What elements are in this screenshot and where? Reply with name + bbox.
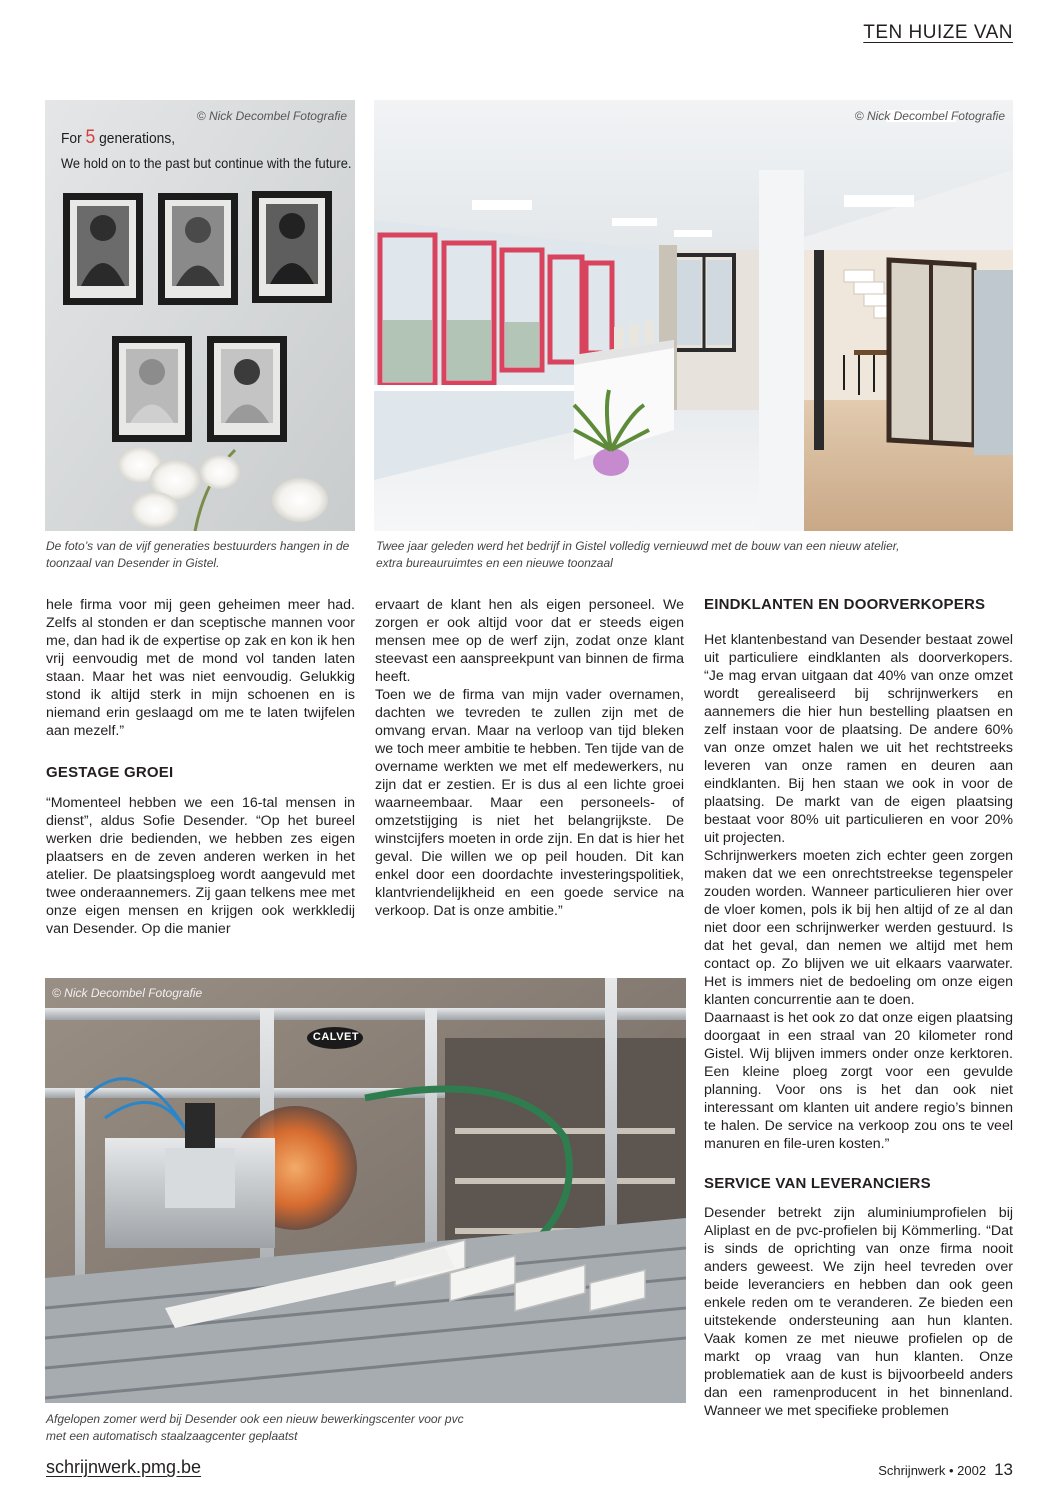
section-tag: TEN HUIZE VAN — [863, 22, 1013, 43]
photo-credit: © Nick Decombel Fotografie — [52, 986, 203, 1000]
showroom-caption-line1: Twee jaar geleden werd het bedrijf in Gistel volledig vernieuwd met de bouw van een nieuw atelier, — [376, 539, 900, 553]
paragraph: Desender betrekt zijn aluminiumprofielen bij Aliplast en de pvc-profielen bij Kömmerling. “Dat is sinds de oprichting van onze firma nooit anders geweest. We zijn heel tevreden over beide leveranciers en hebben dan ook geen enkele reden om te veranderen. Ze bieden een uitstekende ondersteuning aan hun klanten. Vaak komen ze met nieuwe profielen op de markt op vraag van hun klanten. Onze problematiek aan de kust is bijvoorbeeld anders dan een ramenproducent in het binnenland. Wanneer we met specifieke problemen — [704, 1205, 1013, 1419]
page-number: 13 — [994, 1460, 1013, 1479]
paragraph: ervaart de klant hen als eigen personeel. We zorgen er ook altijd voor dat er steeds eigen mensen mee op de werf zijn, zodat onze klant steevast een aanspreekpunt van binnen de firma heeft. — [375, 597, 684, 685]
showroom-caption — [376, 538, 1016, 572]
page-footer — [878, 1460, 1013, 1480]
paragraph: Het klantenbestand van Desender bestaat zowel uit particuliere eindklanten als doorverkopers. “Je mag ervan uitgaan dat 40% van onze omzet wordt gerealiseerd bij schrijnwerkers en aannemers die hier hun bestelling plaatsen en zelf instaan voor de plaatsing. De andere 60% van onze omzet halen we uit het rechtstreeks leveren van onze ramen en deuren aan eindklanten. Bij hen staan we ook in voor de plaatsing. De markt van de eigen plaatsing bestaat voor 80% uit particulieren en voor 20% uit projecten. — [704, 632, 1013, 846]
column-3 — [704, 596, 1013, 1420]
heading-eindklanten: EINDKLANTEN EN DOORVERKOPERS — [704, 596, 986, 613]
paragraph: “Momenteel hebben we een 16-tal mensen in dienst”, aldus Sofie Desender. “Op het bureel werken drie bedienden, we hebben zes eigen plaatsers en de zeven anderen werken in het atelier. De plaatsingsploeg wordt aangevuld met twee onderaannemers. Zij gaan telkens mee met onze eigen mensen en krijgen ook werkkledij van Desender. Op die manier — [46, 795, 355, 937]
portraits-photo — [45, 100, 355, 531]
paragraph: Daarnaast is het ook zo dat onze eigen plaatsing doorgaat in een straal van 20 kilometer rond Gistel. Wij blijven immers onder onze kerktoren. Een kleine ploeg zorgt voor een gevulde planning. Voor ons is het dan ook niet interessant om klanten uit andere regio’s binnen te halen. De service na verkoop zou ons te veel manuren en file-uren kosten.” — [704, 1010, 1013, 1152]
wall-slogan-line2: We hold on to the past but continue with the future. — [61, 155, 352, 171]
showroom-caption-line2: extra bureauruimtes en een nieuwe toonzaal — [376, 556, 613, 570]
column-2 — [375, 596, 684, 920]
machine-caption-line1: Afgelopen zomer werd bij Desender ook een nieuw bewerkingscenter voor pvc — [46, 1412, 464, 1426]
paragraph: Toen we de firma van mijn vader overnamen, dachten we tevreden te zullen zijn met de omvang ervan. Maar na verloop van tijd bleken we toch meer ambitie te hebben. Ten tijde van de overname werkten we met elf medewerkers, nu zijn dat er zestien. Er is dus al een lichte groei waarneembaar. Maar een personeels- of omzetstijging is niet het belangrijkste. De winstcijfers moeten in orde zijn. En dat is hier het geval. Die willen we op peil houden. Dit kan enkel door een doordachte investeringspolitiek, klantvriendelijkheid en een goede service na verkoop. Dat is onze ambitie.” — [375, 687, 684, 919]
wall-slogan-number: 5 — [85, 127, 96, 148]
heading-gestage-groei: GESTAGE GROEI — [46, 764, 174, 781]
machine-photo — [45, 978, 686, 1403]
paragraph: hele firma voor mij geen geheimen meer had. Zelfs al stonden er dan sceptische mannen voor me, dan had ik de expertise op zak en kon ik hen vrij eenvoudig met de mond vol tanden laten staan. Maar het was niet eenvoudig. Gelukkig stond ik altijd sterk in mijn schoenen en is niemand erin geslaagd om me te laten twijfelen aan mezelf.” — [46, 597, 355, 739]
photo-credit: © Nick Decombel Fotografie — [854, 109, 1005, 123]
website-link[interactable]: schrijnwerk.pmg.be — [46, 1457, 202, 1477]
wall-slogan — [61, 126, 351, 175]
paragraph: Schrijnwerkers moeten zich echter geen zorgen maken dat we een onrechtstreekse tegenspeler zouden worden. Wanneer particulieren hier over de vloer komen, pols ik bij hen altijd of ze al dan niet door een schrijnwerker werden gestuurd. Is dat het geval, dan nemen we altijd met hem contact op. Zo blijven we uit elkaars vaarwater. Het is immers niet de bedoeling om onze eigen klanten concurrentie aan te doen. — [704, 848, 1013, 1008]
magazine-issue: Schrijnwerk • 2002 — [878, 1463, 987, 1478]
wall-slogan-prefix: For — [61, 130, 86, 147]
showroom-photo — [374, 100, 1013, 531]
portraits-caption: De foto’s van de vijf generaties bestuurders hangen in de toonzaal van Desender in Gistel. — [46, 539, 350, 570]
photo-credit: © Nick Decombel Fotografie — [196, 109, 347, 123]
column-1 — [46, 596, 355, 938]
machine-caption-line2: met een automatisch staalzaagcenter geplaatst — [46, 1429, 298, 1443]
machine-caption — [46, 1411, 686, 1445]
wall-slogan-suffix: generations, — [95, 130, 176, 147]
calvet-sign: CALVET — [312, 1031, 360, 1043]
heading-service-leveranciers: SERVICE VAN LEVERANCIERS — [704, 1175, 931, 1192]
